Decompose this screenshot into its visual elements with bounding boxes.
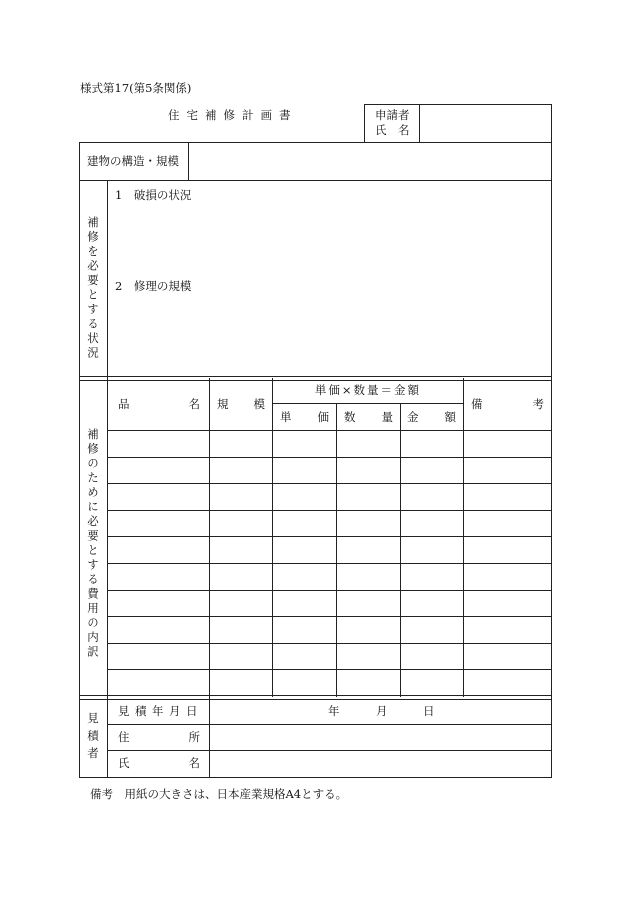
table-row bbox=[107, 563, 552, 564]
need-cost-separator bbox=[79, 376, 552, 381]
table-row bbox=[107, 616, 552, 617]
table-row bbox=[107, 643, 552, 644]
frame-bottom bbox=[79, 777, 552, 778]
estimate-day: 日 bbox=[423, 704, 435, 718]
cost-col-line-5 bbox=[463, 378, 464, 697]
estimate-name-label bbox=[118, 756, 200, 770]
col-item-header bbox=[118, 397, 200, 411]
col-unit-price-header bbox=[280, 410, 329, 424]
need-side-label: 補修を必要とする状況 bbox=[86, 216, 100, 361]
name-char-2: 名 bbox=[188, 756, 200, 770]
col-formula-header: 単価×数量＝金額 bbox=[314, 383, 422, 397]
col-remarks-char-2: 考 bbox=[532, 397, 544, 411]
estimate-side-divider bbox=[107, 697, 108, 777]
cost-estimate-separator bbox=[79, 695, 552, 700]
estimate-month: 月 bbox=[376, 704, 388, 718]
building-label: 建物の構造・規模 bbox=[87, 154, 179, 168]
cost-col-line-1 bbox=[209, 378, 210, 697]
table-row bbox=[107, 430, 552, 431]
address-char-2: 所 bbox=[188, 730, 200, 744]
col-item-char-2: 名 bbox=[188, 397, 200, 411]
need-divider bbox=[107, 180, 108, 378]
applicant-box-left bbox=[364, 104, 365, 142]
cost-col-line-4 bbox=[400, 403, 401, 697]
estimate-address-label bbox=[118, 730, 200, 744]
cost-side-label: 補修のために必要とする費用の内訳 bbox=[86, 428, 100, 660]
applicant-box-top bbox=[364, 104, 552, 105]
frame-top bbox=[79, 142, 552, 143]
form-number: 様式第17(第5条関係) bbox=[80, 81, 192, 95]
applicant-divider bbox=[419, 104, 420, 142]
cost-col-line-3 bbox=[336, 403, 337, 697]
table-row bbox=[107, 457, 552, 458]
applicant-name-label: 氏 名 bbox=[375, 123, 410, 137]
col-remarks-char-1: 備 bbox=[471, 397, 483, 411]
cost-side-divider bbox=[107, 378, 108, 697]
frame-right bbox=[551, 142, 552, 777]
col-quantity-char-1: 数 bbox=[344, 410, 356, 424]
table-row bbox=[107, 483, 552, 484]
col-amount-header bbox=[407, 410, 456, 424]
building-bottom bbox=[79, 180, 552, 181]
formula-underline bbox=[272, 403, 464, 404]
estimate-year: 年 bbox=[328, 704, 340, 718]
table-row bbox=[107, 536, 552, 537]
frame-left bbox=[79, 142, 80, 777]
table-row bbox=[107, 510, 552, 511]
col-quantity-char-2: 量 bbox=[381, 410, 393, 424]
need-item-damage: 1 破損の状況 bbox=[115, 188, 192, 202]
page-title: 住宅補修計画書 bbox=[168, 108, 298, 122]
col-amount-char-2: 額 bbox=[444, 410, 456, 424]
col-remarks-header bbox=[471, 397, 544, 411]
need-item-repair-scale: 2 修理の規模 bbox=[115, 279, 192, 293]
estimate-row-line-1 bbox=[107, 724, 552, 725]
building-divider bbox=[188, 142, 189, 180]
table-row bbox=[107, 669, 552, 670]
col-scale-char-1: 規 bbox=[217, 397, 229, 411]
applicant-label: 申請者 bbox=[375, 108, 410, 122]
col-amount-char-1: 金 bbox=[407, 410, 419, 424]
cost-col-line-2 bbox=[272, 378, 273, 697]
estimate-side-label: 見積者 bbox=[86, 712, 100, 765]
table-row bbox=[107, 590, 552, 591]
name-char-1: 氏 bbox=[118, 756, 130, 770]
col-unit-price-char-2: 価 bbox=[317, 410, 329, 424]
estimate-row-line-2 bbox=[107, 750, 552, 751]
footnote: 備考 用紙の大きさは、日本産業規格A4とする。 bbox=[90, 787, 348, 801]
col-unit-price-char-1: 単 bbox=[280, 410, 292, 424]
address-char-1: 住 bbox=[118, 730, 130, 744]
estimate-label-divider bbox=[209, 697, 210, 777]
applicant-box-right bbox=[551, 104, 552, 142]
estimate-date-label: 見積年月日 bbox=[118, 704, 203, 718]
col-quantity-header bbox=[344, 410, 393, 424]
col-scale-header bbox=[217, 397, 265, 411]
col-scale-char-2: 模 bbox=[253, 397, 265, 411]
col-item-char-1: 品 bbox=[118, 397, 130, 411]
